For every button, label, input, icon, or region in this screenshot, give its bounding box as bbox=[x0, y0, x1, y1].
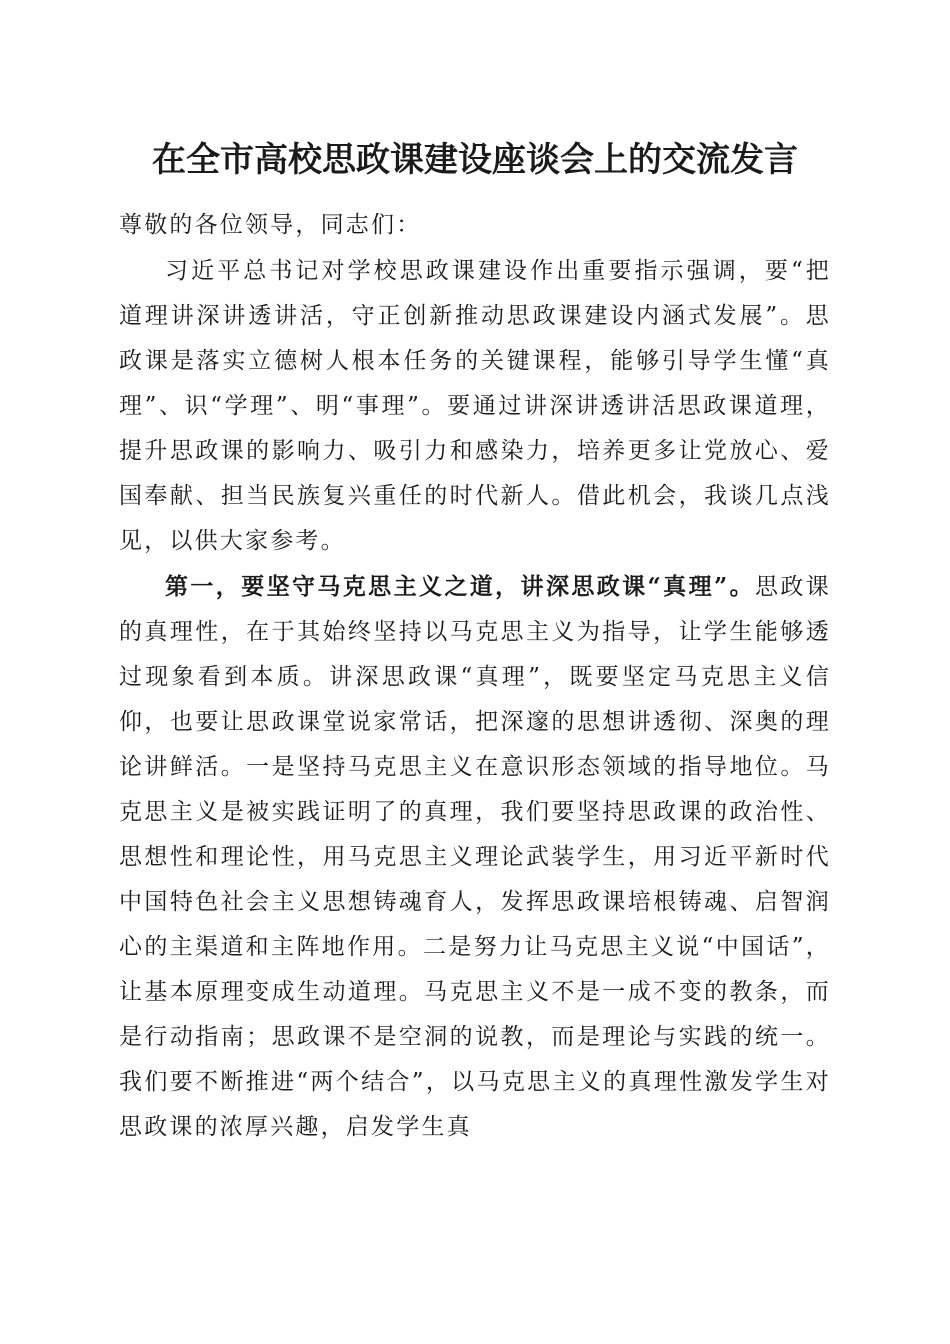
paragraph-1-text: 习近平总书记对学校思政课建设作出重要指示强调，要“把道理讲深讲透讲活，守正创新推动思政课建设内涵式发展”。思政课是落实立德树人根本任务的关键课程，能够引导学生懂“真理”、识“学理”、明“事理”。要通过讲深讲透讲活思政课道理，提升思政课的影响力、吸引力和感染力，培养更多让党放心、爱国奉献、担当民族复兴重任的时代新人。借此机会，我谈几点浅见，以供大家参考。 bbox=[119, 258, 831, 554]
paragraph-2-lead: 第一，要坚守马克思主义之道，讲深思政课“真理”。 bbox=[165, 573, 755, 600]
paragraph-2-text: 思政课的真理性，在于其始终坚持以马克思主义为指导，让学生能够透过现象看到本质。讲深思政课“真理”，既要坚定马克思主义信仰，也要让思政课堂说家常话，把深邃的思想讲透彻、深奥的理论讲鲜活。一是坚持马克思主义在意识形态领域的指导地位。马克思主义是被实践证明了的真理，我们要坚持思政课的政治性、思想性和理论性，用马克思主义理论武装学生，用习近平新时代中国特色社会主义思想铸魂育人，发挥思政课培根铸魂、启智润心的主渠道和主阵地作用。二是努力让马克思主义说“中国话”，让基本原理变成生动道理。马克思主义不是一成不变的教条，而是行动指南；思政课不是空洞的说教，而是理论与实践的统一。我们要不断推进“两个结合”，以马克思主义的真理性激发学生对思政课的浓厚兴趣，启发学生真 bbox=[119, 574, 831, 1140]
document-body bbox=[119, 203, 831, 1150]
paragraph-2 bbox=[119, 564, 831, 1150]
document-title: 在全市高校思政课建设座谈会上的交流发言 bbox=[152, 140, 798, 180]
paragraph-1 bbox=[119, 248, 831, 564]
salutation: 尊敬的各位领导，同志们： bbox=[119, 212, 422, 238]
